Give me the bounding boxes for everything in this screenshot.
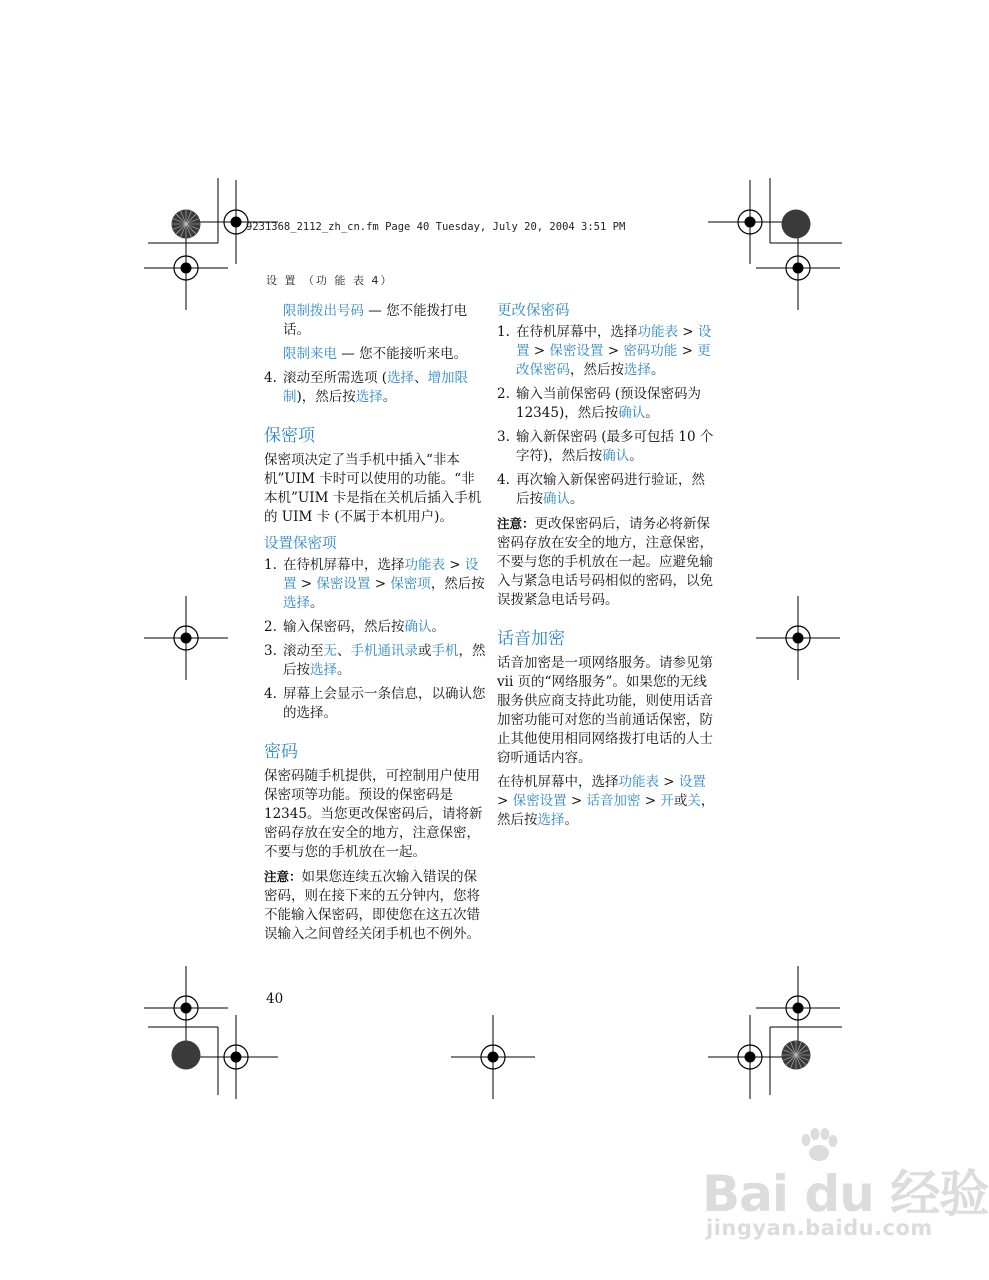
step-text: > [296, 576, 317, 592]
link-confirm[interactable]: 确认 [404, 619, 432, 635]
step-text: 再次输入新保密码进行验证，然后按 [516, 472, 705, 507]
right-column [497, 302, 715, 830]
instruction-text: > [640, 793, 661, 809]
note-label: 注意： [497, 516, 535, 531]
link-security-items[interactable]: 保密项 [390, 576, 431, 592]
instruction-text: > [566, 793, 587, 809]
step-text: 输入当前保密码 (预设保密码为 12345)，然后按 [516, 386, 702, 421]
step-text: > [678, 324, 698, 340]
step-text: 输入新保密码 (最多可包括 10 个字符)，然后按 [516, 429, 714, 464]
link-security-settings[interactable]: 保密设置 [549, 343, 604, 359]
link-off[interactable]: 关 [687, 793, 701, 809]
step-3 [497, 428, 715, 466]
step-number: 2. [497, 386, 510, 402]
step-text: 屏幕上会显示一条信息，以确认您的选择。 [283, 686, 486, 721]
watermark-domain: jingyan.baidu.com [706, 1216, 933, 1240]
step-text: 、 [337, 643, 351, 659]
step-text: 在待机屏幕中，选择 [283, 557, 405, 573]
step-text: 输入保密码，然后按 [283, 619, 405, 635]
step-number: 1. [264, 557, 277, 573]
step-2 [264, 618, 486, 637]
link-change-password[interactable]: 更改保密码 [516, 343, 711, 378]
crop-lines [148, 178, 842, 1095]
link-on[interactable]: 开 [660, 793, 674, 809]
heading-security-items: 保密项 [264, 426, 315, 446]
link-settings[interactable]: 设置 [283, 557, 479, 592]
link-phone[interactable]: 手机 [431, 643, 459, 659]
link-none[interactable]: 无 [323, 643, 337, 659]
step-number: 3. [264, 643, 277, 659]
password-body: 保密码随手机提供，可控制用户使用保密项等功能。预设的保密码是 12345。当您更改保密码后，请将新密码存放在安全的地方，注意保密，不要与您的手机放在一起。 [264, 768, 483, 860]
step-text: ，然后按 [570, 362, 624, 378]
page-number: 40 [266, 991, 284, 1007]
item-text: — 您不能拨打电话。 [283, 303, 468, 338]
running-head: 设 置 （功 能 表 4） [266, 274, 394, 287]
link-confirm[interactable]: 确认 [602, 448, 630, 464]
step-number: 4. [497, 472, 510, 488]
step-text: > [677, 343, 698, 359]
link-settings[interactable]: 设置 [516, 324, 712, 359]
step-1 [497, 323, 715, 380]
instruction-text: 。 [564, 812, 578, 828]
instruction-text: > [659, 774, 679, 790]
continued-item-incoming [264, 345, 486, 364]
link-confirm[interactable]: 确认 [543, 491, 570, 507]
step-text: 。 [310, 595, 324, 611]
link-security-settings[interactable]: 保密设置 [316, 576, 371, 592]
link-menu[interactable]: 功能表 [404, 557, 445, 573]
watermark-brand: Bai du 经验 [702, 1165, 989, 1223]
voice-privacy-instruction [497, 773, 715, 830]
link-confirm[interactable]: 确认 [618, 405, 646, 421]
step-text: 滚动至 [283, 643, 324, 659]
set-security-steps [264, 556, 486, 723]
link-restrict-outgoing[interactable]: 限制拨出号码 [283, 303, 364, 319]
registration-marks [144, 180, 840, 1099]
continued-item-outgoing [264, 302, 486, 340]
heading-password: 密码 [264, 742, 298, 762]
voice-privacy-body: 话音加密是一项网络服务。请参见第 vii 页的“网络服务”。如果您的无线服务供应商支持此功能，则使用话音加密功能可对您的当前通话保密，防止其他使用相同网络拨打电话的人士窃听通话内容。 [497, 655, 713, 766]
instruction-text: ，然后按 [497, 793, 715, 828]
step-text: 。 [431, 619, 445, 635]
step-number: 3. [497, 429, 510, 445]
link-select[interactable]: 选择 [624, 362, 651, 378]
change-password-steps [497, 323, 715, 509]
step-text: 滚动至所需选项 ( [283, 370, 388, 386]
step-text: )，然后按 [296, 389, 356, 405]
step-2 [497, 385, 715, 423]
step-number: 2. [264, 619, 277, 635]
step-4 [264, 369, 486, 407]
security-items-body: 保密项决定了当手机中插入“非本机”UIM 卡时可以使用的功能。“非本机”UIM 卡是指在关机后插入手机的 UIM 卡 (不属于本机用户)。 [264, 452, 482, 525]
step-text: 。 [629, 448, 643, 464]
step-text: 。 [645, 405, 659, 421]
note-label: 注意： [264, 869, 302, 884]
change-password-note [497, 514, 715, 610]
link-menu[interactable]: 功能表 [618, 774, 659, 790]
link-select[interactable]: 选择 [310, 662, 337, 678]
link-voice-privacy[interactable]: 话音加密 [586, 793, 641, 809]
heading-voice-privacy: 话音加密 [497, 629, 565, 649]
step-4 [497, 471, 715, 509]
step-text: > [445, 557, 465, 573]
step-text: 。 [382, 389, 397, 405]
heading-set-security-items: 设置保密项 [264, 536, 337, 552]
step-text: ，然后按 [283, 643, 486, 678]
note-text: 如果您连续五次输入错误的保密码，则在接下来的五分钟内，您将不能输入保密码，即使您在这五次错误输入之间曾经关闭手机也不例外。 [264, 869, 480, 942]
step-1 [264, 556, 486, 613]
baidu-jingyan-watermark [702, 1128, 989, 1248]
step-text: 。 [570, 491, 584, 507]
item-text: — 您不能接听来电。 [337, 346, 468, 362]
step-4 [264, 685, 486, 723]
link-security-settings[interactable]: 保密设置 [512, 793, 567, 809]
step-list-continued [264, 369, 486, 407]
link-select[interactable]: 选择 [537, 812, 565, 828]
step-text: > [603, 343, 624, 359]
note-text: 更改保密码后，请务必将新保密码存放在安全的地方，注意保密，不要与您的手机放在一起。应避免输入与紧急电话号码相似的密码，以免误拨紧急电话号码。 [497, 516, 713, 608]
link-select[interactable]: 选择 [355, 389, 383, 405]
password-note [264, 867, 486, 944]
file-slug: 9231368_2112_zh_cn.fm Page 40 Tuesday, July 20, 2004 3:51 PM [246, 221, 626, 233]
step-number: 1. [497, 324, 510, 340]
link-restrict-incoming[interactable]: 限制来电 [283, 346, 337, 362]
step-number: 4. [264, 686, 277, 702]
link-menu[interactable]: 功能表 [637, 324, 678, 340]
instruction-text: 在待机屏幕中，选择 [497, 774, 619, 790]
step-text: > [370, 576, 391, 592]
step-text: 在待机屏幕中，选择 [516, 324, 638, 340]
link-select[interactable]: 选择 [387, 370, 415, 386]
link-password-functions[interactable]: 密码功能 [623, 343, 678, 359]
step-number: 4. [264, 370, 277, 386]
step-text: > [529, 343, 550, 359]
instruction-text: 或 [673, 793, 688, 809]
link-select[interactable]: 选择 [283, 595, 310, 611]
step-text: 。 [337, 662, 351, 678]
step-text: 。 [651, 362, 665, 378]
step-text: ，然后按 [430, 576, 485, 592]
left-column [264, 302, 486, 944]
instruction-text: > [497, 793, 513, 809]
link-add-restriction[interactable]: 增加限制 [283, 370, 469, 405]
link-phone-contacts[interactable]: 手机通讯录 [350, 643, 418, 659]
step-text: 或 [418, 643, 432, 659]
step-text: 、 [414, 370, 428, 386]
step-3 [264, 642, 486, 680]
link-settings[interactable]: 设置 [678, 774, 706, 790]
heading-change-password: 更改保密码 [497, 303, 570, 319]
